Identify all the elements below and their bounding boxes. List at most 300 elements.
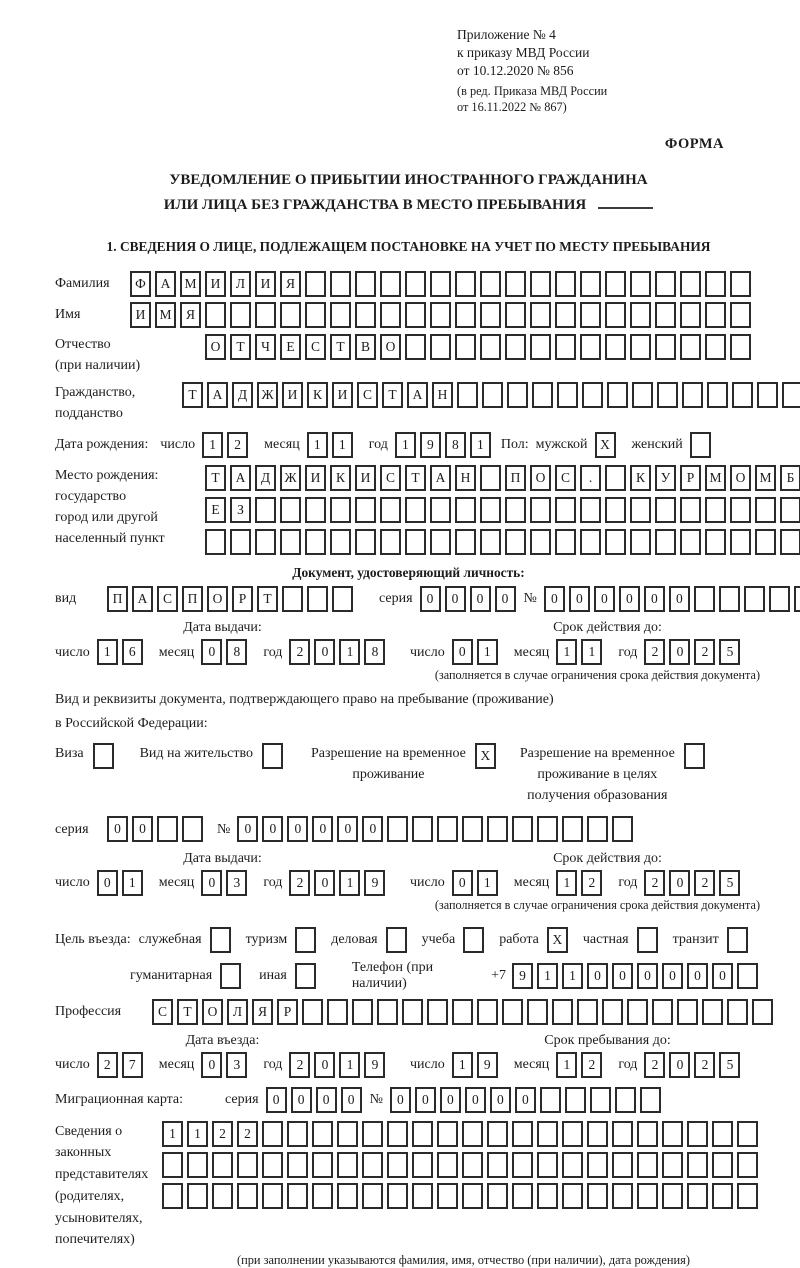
char-cell [780,497,800,523]
char-cell [437,816,458,842]
char-cell: К [330,465,351,491]
residence-valid-group: Срок действия до: число 0 1 месяц 1 2 год 2 0 2 5 [410,851,800,896]
residence-number-sign: № [217,821,231,837]
char-cell [657,382,678,408]
char-cell: 0 [687,963,708,989]
char-cell: 0 [669,639,690,665]
migration-number-sign: № [369,1091,383,1107]
birth-place-row [55,465,795,556]
char-cell [380,497,401,523]
phone-cells [512,963,762,989]
male-checkbox [595,432,620,458]
char-cell: З [230,497,251,523]
identity-issue-year [289,639,389,665]
char-cell: 1 [162,1121,183,1147]
entry-date-heading: Дата въезда: [185,1033,260,1049]
char-cell [637,1183,658,1209]
char-cell: 8 [364,639,385,665]
char-cell [612,816,633,842]
char-cell: Я [180,302,201,328]
purpose-study-checkbox [463,927,488,953]
char-cell: 2 [289,1052,310,1078]
char-cell [680,334,701,360]
char-cell: 0 [314,639,335,665]
temp-residence-label: Разрешение на временное проживание [310,746,466,783]
char-cell [755,529,776,555]
migration-series-cells [266,1087,366,1113]
char-cell: Р [232,586,253,612]
char-cell: Т [257,586,278,612]
char-cell: 0 [712,963,733,989]
char-cell [512,1152,533,1178]
residence-valid-year [644,870,744,896]
title-blank-line [598,193,653,209]
stay-year [644,1052,744,1078]
char-cell: П [182,586,203,612]
char-cell: 0 [619,586,640,612]
char-cell [555,271,576,297]
char-cell: 5 [719,639,740,665]
entry-date-group: Дата въезда: число 2 7 месяц 0 3 год 2 0 1 9 [55,1033,390,1078]
char-cell: 1 [556,639,577,665]
entry-year [289,1052,389,1078]
char-cell [280,497,301,523]
char-cell [162,1183,183,1209]
char-cell [480,334,501,360]
char-cell [412,1152,433,1178]
char-cell [655,302,676,328]
char-cell [602,999,623,1025]
char-cell: 2 [581,870,602,896]
char-cell: 0 [644,586,665,612]
char-cell [430,334,451,360]
char-cell: А [407,382,428,408]
char-cell [502,999,523,1025]
char-cell: С [157,586,178,612]
char-cell [612,1121,633,1147]
char-cell: Ч [255,334,276,360]
annex-block [457,26,762,116]
char-cell: О [202,999,223,1025]
char-cell: 0 [287,816,308,842]
char-cell [615,1087,636,1113]
char-cell: 2 [212,1121,233,1147]
char-cell [205,529,226,555]
char-cell: И [282,382,303,408]
char-cell: 2 [289,639,310,665]
char-cell: 0 [669,1052,690,1078]
char-cell [630,271,651,297]
residence-dates [55,851,762,896]
char-cell [512,1183,533,1209]
char-cell: 0 [291,1087,312,1113]
char-cell [757,382,778,408]
char-cell [694,586,715,612]
char-cell [637,927,658,953]
char-cell: 2 [694,870,715,896]
char-cell: 1 [452,1052,473,1078]
residence-issue-group: Дата выдачи: число 0 1 месяц 0 3 год 2 0 1 9 [55,851,390,896]
char-cell [462,816,483,842]
purpose-work-label: работа [499,931,539,947]
char-cell [337,1152,358,1178]
edition-line: от 16.11.2022 № 867) [457,100,567,115]
char-cell [437,1121,458,1147]
char-cell: 0 [612,963,633,989]
char-cell [730,302,751,328]
residence-series-label: серия [55,821,89,837]
char-cell: В [355,334,376,360]
char-cell [530,529,551,555]
male-label: мужской [535,437,588,453]
validity-note-2: (заполняется в случае ограничения срока действия документа) [434,897,760,912]
migration-series-label: серия [225,1091,259,1107]
char-cell: К [307,382,328,408]
char-cell: 0 [465,1087,486,1113]
char-cell [330,497,351,523]
char-cell [655,529,676,555]
temp-residence-edu-label: Разрешение на временное проживание в целях получения образования [519,746,675,804]
char-cell: О [530,465,551,491]
char-cell [387,1121,408,1147]
char-cell [587,1183,608,1209]
char-cell [605,497,626,523]
char-cell: 0 [544,586,565,612]
char-cell [377,999,398,1025]
char-cell [430,271,451,297]
char-cell: К [630,465,651,491]
birth-place-cells-row3 [205,529,800,555]
char-cell [555,302,576,328]
char-cell: 0 [415,1087,436,1113]
char-cell [755,497,776,523]
char-cell [487,1183,508,1209]
char-cell: 0 [362,816,383,842]
char-cell [605,271,626,297]
char-cell [702,999,723,1025]
residence-number-cells [237,816,637,842]
char-cell: 0 [445,586,466,612]
char-cell [627,999,648,1025]
residence-issue-month [201,870,251,896]
residence-series-cells [107,816,207,842]
char-cell [387,1183,408,1209]
char-cell [587,816,608,842]
char-cell [212,1152,233,1178]
given-name-row [55,302,762,328]
char-cell [512,816,533,842]
surname-label: Фамилия [55,276,110,292]
char-cell: И [255,271,276,297]
char-cell: А [207,382,228,408]
char-cell [769,586,790,612]
char-cell [462,1121,483,1147]
char-cell [580,271,601,297]
char-cell [612,1183,633,1209]
char-cell [737,963,758,989]
char-cell [705,497,726,523]
char-cell [707,382,728,408]
char-cell [555,334,576,360]
char-cell [387,1152,408,1178]
char-cell [387,816,408,842]
char-cell: 0 [440,1087,461,1113]
char-cell [457,382,478,408]
purpose-tourism-checkbox [295,927,320,953]
char-cell [605,302,626,328]
phone-label: Телефон (при наличии) [351,960,434,992]
char-cell [562,816,583,842]
form-title [55,169,762,217]
identity-doc-heading: Документ, удостоверяющий личность: [292,565,525,581]
char-cell [287,1121,308,1147]
char-cell: М [180,271,201,297]
char-cell [455,529,476,555]
char-cell: А [155,271,176,297]
char-cell: Ж [257,382,278,408]
char-cell [430,497,451,523]
char-cell [480,497,501,523]
char-cell: 1 [470,432,491,458]
char-cell: 0 [201,1052,222,1078]
migration-number-cells [390,1087,665,1113]
char-cell [295,927,316,953]
humanitarian-phone-row [55,960,762,992]
identity-issue-month [201,639,251,665]
char-cell [295,963,316,989]
birth-day-cells [202,432,252,458]
char-cell: 0 [587,963,608,989]
char-cell [687,1183,708,1209]
char-cell: Е [280,334,301,360]
residence-doc-line1: Вид и реквизиты документа, подтверждающего право на пребывание (проживание) [55,691,554,707]
char-cell: О [380,334,401,360]
char-cell [580,497,601,523]
char-cell [455,302,476,328]
char-cell: 2 [237,1121,258,1147]
char-cell [305,529,326,555]
char-cell [487,1121,508,1147]
char-cell [712,1183,733,1209]
entry-day [97,1052,147,1078]
birth-date-label: Дата рождения: [55,437,149,453]
char-cell [312,1121,333,1147]
char-cell [690,432,711,458]
identity-issue-day [97,639,147,665]
birth-date-row [55,432,762,458]
char-cell: 0 [594,586,615,612]
char-cell [157,816,178,842]
representatives-cells [162,1121,762,1215]
char-cell [482,382,503,408]
edition-line: (в ред. Приказа МВД России [457,84,608,99]
char-cell [380,302,401,328]
char-cell: 0 [107,816,128,842]
char-cell [655,334,676,360]
char-cell [587,1152,608,1178]
char-cell [577,999,598,1025]
char-cell: О [730,465,751,491]
annex-line: Приложение № 4 [457,27,556,42]
char-cell [427,999,448,1025]
char-cell: Я [252,999,273,1025]
birth-place-cells-row2 [205,497,800,523]
section1-heading: 1. СВЕДЕНИЯ О ЛИЦЕ, ПОДЛЕЖАЩЕМ ПОСТАНОВКЕ НА УЧЕТ ПО МЕСТУ ПРЕБЫВАНИЯ [106,238,711,254]
char-cell: 9 [477,1052,498,1078]
char-cell: Р [680,465,701,491]
char-cell [580,334,601,360]
purpose-private-checkbox [637,927,662,953]
profession-label: Профессия [55,1004,122,1020]
purpose-official-checkbox [210,927,235,953]
year-label: год [368,437,388,453]
char-cell [220,963,241,989]
char-cell: И [305,465,326,491]
char-cell: 0 [237,816,258,842]
char-cell [452,999,473,1025]
char-cell: 0 [201,870,222,896]
char-cell: Ф [130,271,151,297]
stay-until-heading: Срок пребывания до: [544,1033,671,1049]
char-cell: 1 [307,432,328,458]
char-cell: 1 [477,870,498,896]
char-cell: . [580,465,601,491]
char-cell: 1 [202,432,223,458]
char-cell [337,1121,358,1147]
char-cell [712,1152,733,1178]
birth-place-cells [205,465,800,556]
char-cell [537,816,558,842]
char-cell: 1 [339,1052,360,1078]
purpose-other-checkbox [295,963,320,989]
purpose-private-label: частная [582,931,629,947]
identity-valid-month [556,639,606,665]
char-cell: А [132,586,153,612]
char-cell: И [332,382,353,408]
form-word: ФОРМА [664,136,724,153]
char-cell [730,334,751,360]
char-cell [463,927,484,953]
char-cell [612,1152,633,1178]
char-cell [237,1152,258,1178]
char-cell: А [230,465,251,491]
char-cell: 1 [339,639,360,665]
char-cell [630,302,651,328]
char-cell: X [547,927,568,953]
char-cell [210,927,231,953]
char-cell [262,1183,283,1209]
char-cell: 1 [562,963,583,989]
char-cell [727,999,748,1025]
issue-date-heading: Дата выдачи: [183,620,262,636]
char-cell: 2 [644,870,665,896]
char-cell: 7 [122,1052,143,1078]
form-title-line1: УВЕДОМЛЕНИЕ О ПРИБЫТИИ ИНОСТРАННОГО ГРАЖДАНИНА [169,172,648,189]
char-cell [752,999,773,1025]
citizenship-row [55,382,762,424]
char-cell [355,497,376,523]
char-cell [655,497,676,523]
doc-number-sign: № [523,591,537,607]
char-cell [530,497,551,523]
surname-row [55,271,762,297]
char-cell: Т [177,999,198,1025]
char-cell [677,999,698,1025]
char-cell: О [207,586,228,612]
char-cell: Т [182,382,203,408]
purpose-work-checkbox [547,927,572,953]
char-cell [655,271,676,297]
char-cell: М [155,302,176,328]
char-cell: 1 [122,870,143,896]
char-cell [680,497,701,523]
birth-year-cells [395,432,495,458]
char-cell: 1 [556,870,577,896]
char-cell: X [475,743,496,769]
char-cell [412,1121,433,1147]
char-cell [712,1121,733,1147]
char-cell [590,1087,611,1113]
char-cell [687,1152,708,1178]
identity-dates [55,620,762,665]
female-checkbox [690,432,715,458]
char-cell: 0 [495,586,516,612]
char-cell [705,271,726,297]
char-cell: 2 [694,1052,715,1078]
char-cell: И [205,271,226,297]
char-cell [565,1087,586,1113]
char-cell [362,1152,383,1178]
char-cell [537,1152,558,1178]
patronymic-label: Отчество (при наличии) [55,337,141,374]
char-cell [287,1152,308,1178]
residence-issue-day [97,870,147,896]
char-cell [255,529,276,555]
char-cell [562,1121,583,1147]
char-cell: И [355,465,376,491]
char-cell: Ж [280,465,301,491]
representatives-row [55,1121,762,1251]
month-label: месяц [264,437,300,453]
char-cell [527,999,548,1025]
char-cell [405,497,426,523]
char-cell [705,302,726,328]
char-cell: 0 [569,586,590,612]
char-cell: 1 [581,639,602,665]
char-cell [682,382,703,408]
citizenship-label: Гражданство, подданство [55,385,136,422]
char-cell: Я [280,271,301,297]
char-cell [562,1152,583,1178]
char-cell: С [152,999,173,1025]
char-cell: С [305,334,326,360]
char-cell [480,302,501,328]
char-cell [540,1087,561,1113]
identity-valid-year [644,639,744,665]
representatives-cells-row3 [162,1183,762,1209]
char-cell [237,1183,258,1209]
char-cell: 3 [226,1052,247,1078]
char-cell [162,1152,183,1178]
entry-stay-dates [55,1033,762,1078]
char-cell: 0 [452,639,473,665]
stay-day [452,1052,502,1078]
char-cell [205,302,226,328]
char-cell: Е [205,497,226,523]
char-cell [412,1183,433,1209]
char-cell: О [205,334,226,360]
identity-valid-group: Срок действия до: число 0 1 месяц 1 1 год 2 0 2 5 [410,620,800,665]
